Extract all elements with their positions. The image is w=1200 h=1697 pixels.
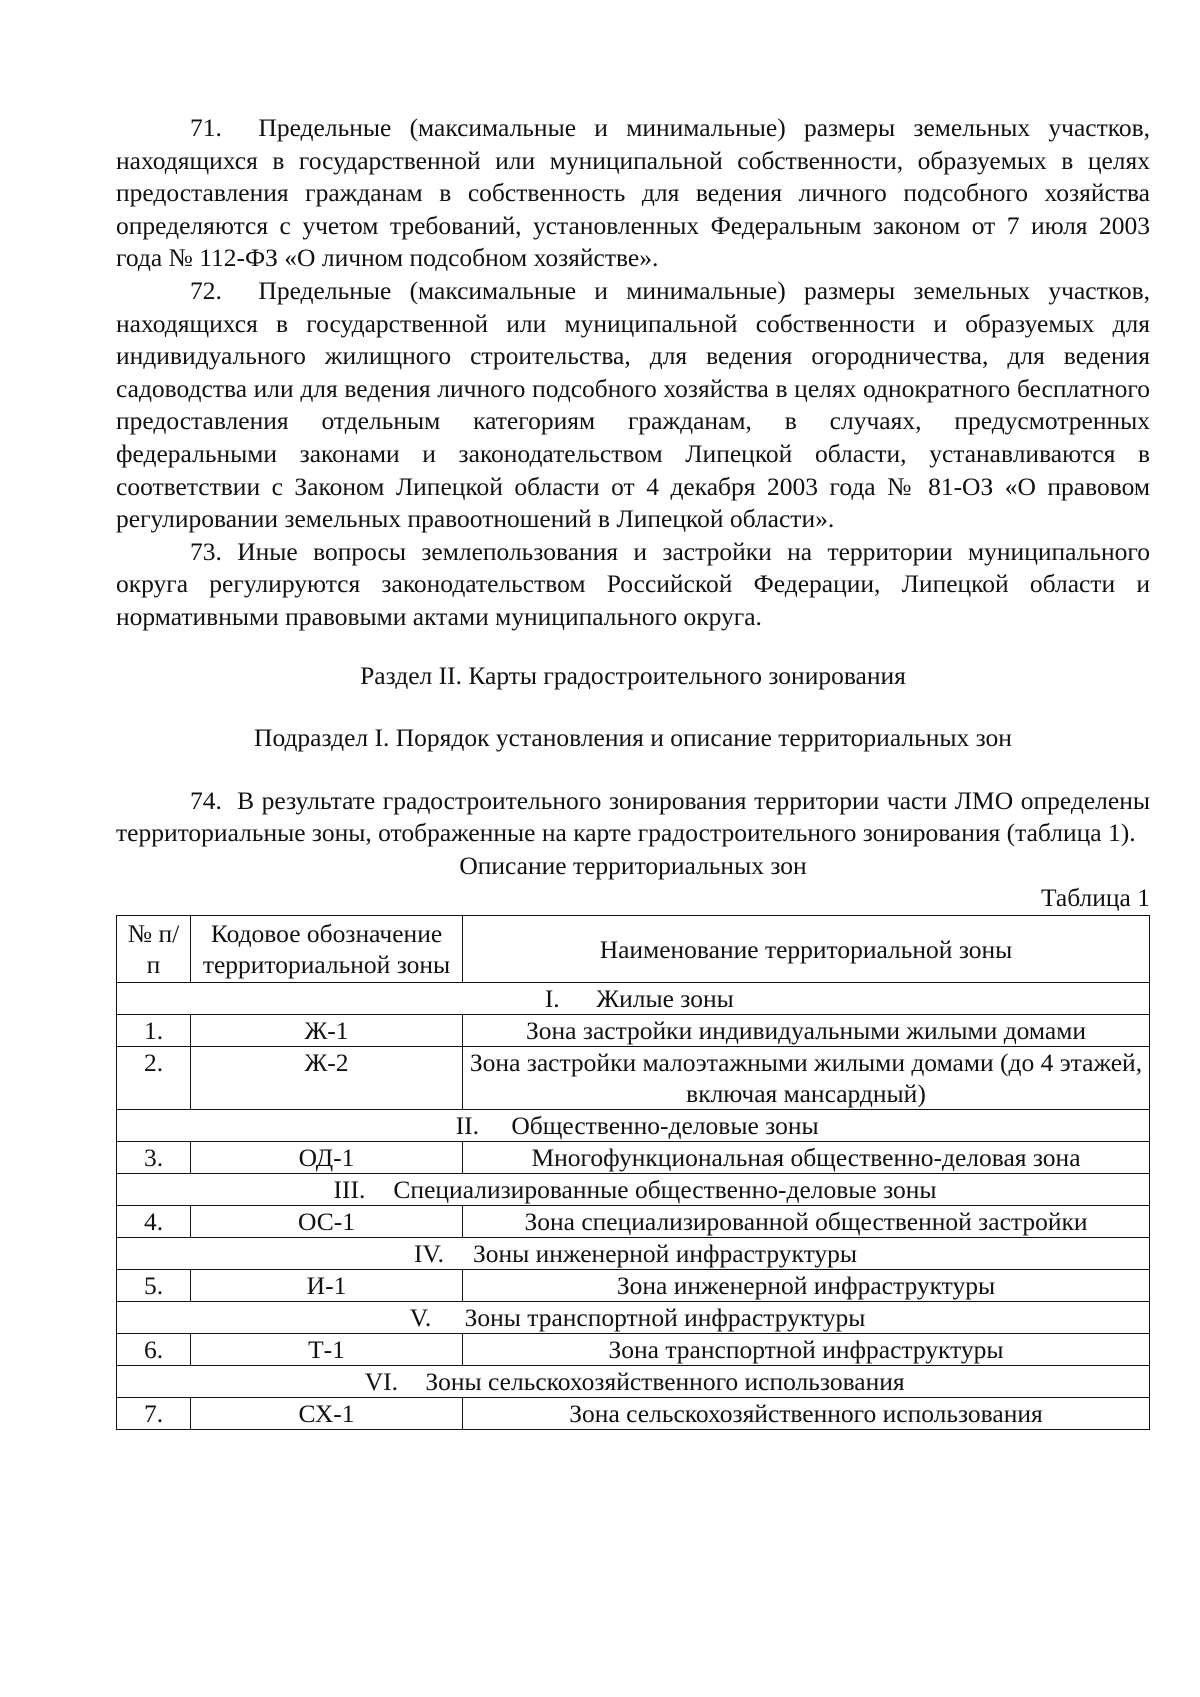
group-heading-cell	[117, 1302, 1150, 1334]
table-row	[117, 1047, 1150, 1110]
table-body	[117, 983, 1150, 1430]
group-heading-cell	[117, 1174, 1150, 1206]
cell-code: Ж-2	[191, 1047, 463, 1110]
header-name: Наименование территориальной зоны	[463, 916, 1150, 983]
table-label: Таблица 1	[1040, 883, 1150, 913]
cell-name: Зона застройки индивидуальными жилыми домами	[463, 1015, 1150, 1047]
group-heading-cell	[117, 983, 1150, 1015]
table-row	[117, 1015, 1150, 1047]
document-page	[116, 112, 1150, 1430]
paragraph-71: 71. Предельные (максимальные и минимальные) размеры земельных участков, находящихся в государственной или муниципальной собственности, образуемых в целях предоставления гражданам в собственность для ведения личного подсобного хозяйства определяются с учетом требований, установленных Федеральным законом от 7 июля 2003 года № 112-ФЗ «О личном подсобном хозяйстве».	[116, 113, 1150, 273]
subsection-heading: Подраздел I. Порядок установления и описание территориальных зон	[254, 723, 1012, 753]
group-number: III.	[333, 1175, 366, 1205]
group-title: Специализированные общественно-деловые зоны	[393, 1175, 937, 1205]
table-group-row	[117, 1302, 1150, 1334]
cell-code: ОС-1	[191, 1206, 463, 1238]
paragraph-74: 74. В результате градостроительного зонирования территории части ЛМО определены территориальные зоны, отображенные на карте градостроительного зонирования (таблица 1).	[116, 785, 1150, 848]
cell-num: 6.	[117, 1334, 191, 1366]
group-heading-cell	[117, 1238, 1150, 1270]
group-number: I.	[544, 984, 560, 1014]
cell-num: 7.	[117, 1398, 191, 1430]
paragraph-73: 73. Иные вопросы землепользования и застройки на территории муниципального округа регулируются законодательством Российской Федерации, Липецкой области и нормативными правовыми актами муниципального округа.	[116, 536, 1150, 631]
table-row	[117, 1334, 1150, 1366]
cell-code: Ж-1	[191, 1015, 463, 1047]
cell-num: 5.	[117, 1270, 191, 1302]
table-row	[117, 1270, 1150, 1302]
header-code: Кодовое обозначение территориальной зоны	[191, 916, 463, 983]
cell-name: Зона специализированной общественной застройки	[463, 1206, 1150, 1238]
table-row	[117, 1398, 1150, 1430]
group-heading-cell	[117, 1110, 1150, 1142]
cell-code: И-1	[191, 1270, 463, 1302]
table-group-row	[117, 1174, 1150, 1206]
group-title: Зоны сельскохозяйственного использования	[425, 1367, 905, 1397]
cell-name: Зона сельскохозяйственного использования	[463, 1398, 1150, 1430]
group-number: IV.	[413, 1239, 444, 1269]
table-group-row	[117, 1366, 1150, 1398]
table-header-row	[117, 916, 1150, 983]
table-group-row	[117, 1238, 1150, 1270]
group-title: Общественно-деловые зоны	[511, 1111, 819, 1141]
table-group-row	[117, 983, 1150, 1015]
cell-code: СХ-1	[191, 1398, 463, 1430]
paragraph-72: 72. Предельные (максимальные и минимальные) размеры земельных участков, находящихся в государственной или муниципальной собственности и образуемых для индивидуального жилищного строительства, для ведения огородничества, для ведения садоводства или для ведения личного подсобного хозяйства в целях однократного бесплатного предоставления отдельным категориям гражданам, в случаях, предусмотренных федеральными законами и законодательством Липецкой области, устанавливаются в соответствии с Законом Липецкой области от 4 декабря 2003 года № 81-ОЗ «О правовом регулировании земельных правоотношений в Липецкой области».	[116, 275, 1150, 534]
group-title: Жилые зоны	[596, 984, 734, 1014]
table-row	[117, 1206, 1150, 1238]
zones-table	[116, 915, 1150, 1430]
cell-num: 4.	[117, 1206, 191, 1238]
cell-num: 3.	[117, 1142, 191, 1174]
table-title: Описание территориальных зон	[459, 850, 807, 880]
group-heading-cell	[117, 1366, 1150, 1398]
section-heading: Раздел II. Карты градостроительного зонирования	[360, 660, 906, 690]
group-number: VI.	[364, 1367, 399, 1397]
cell-name: Зона инженерной инфраструктуры	[463, 1270, 1150, 1302]
group-number: II.	[455, 1111, 480, 1141]
group-number: V.	[409, 1303, 432, 1333]
table-row	[117, 1142, 1150, 1174]
table-group-row	[117, 1110, 1150, 1142]
cell-num: 1.	[117, 1015, 191, 1047]
cell-code: ОД-1	[191, 1142, 463, 1174]
cell-name: Зона транспортной инфраструктуры	[463, 1334, 1150, 1366]
header-num: № п/п	[117, 916, 191, 983]
cell-num: 2.	[117, 1047, 191, 1110]
group-title: Зоны транспортной инфраструктуры	[464, 1303, 866, 1333]
cell-name: Многофункциональная общественно-деловая зона	[463, 1142, 1150, 1174]
group-title: Зоны инженерной инфраструктуры	[472, 1239, 858, 1269]
cell-name: Зона застройки малоэтажными жилыми домами (до 4 этажей, включая мансардный)	[463, 1047, 1150, 1110]
cell-code: Т-1	[191, 1334, 463, 1366]
